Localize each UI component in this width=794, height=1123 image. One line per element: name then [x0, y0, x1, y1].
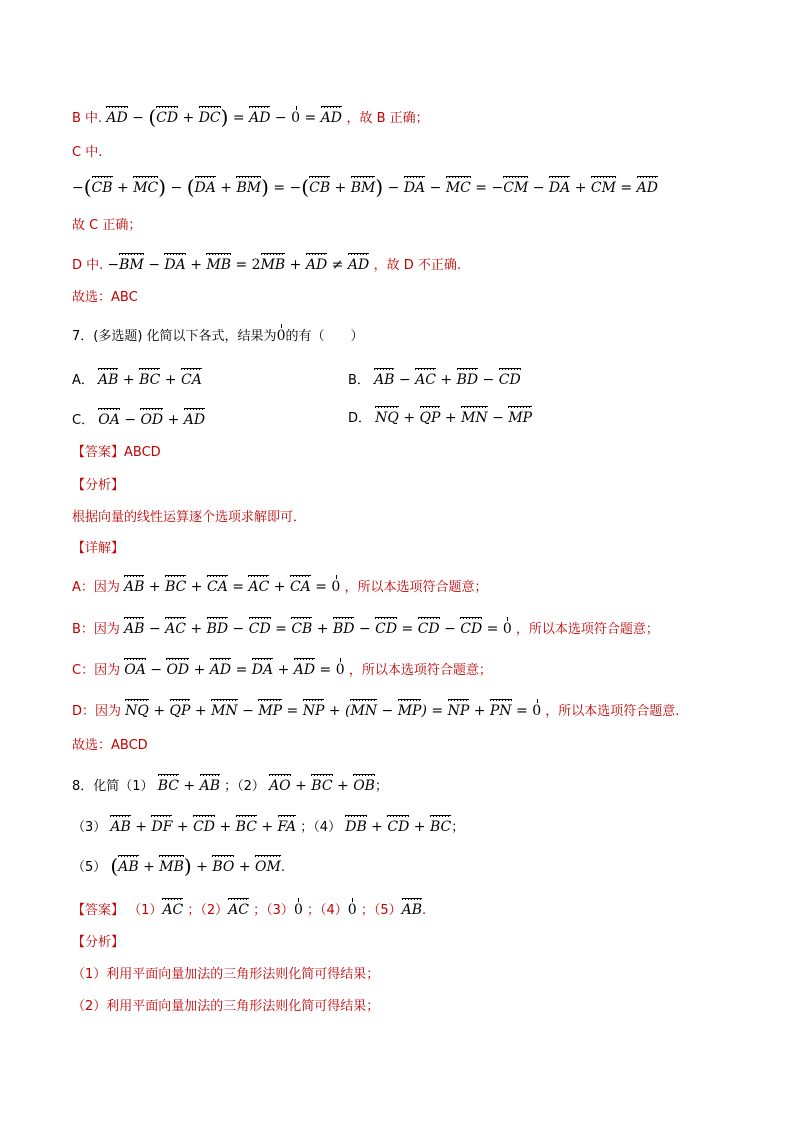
q7-analysis: 根据向量的线性运算逐个选项求解即可． — [72, 510, 307, 525]
q7-stem: 7．(多选题) 化简以下各式，结果为0的有（ ） — [72, 328, 364, 344]
b-line: B 中. AD − (CD + DC) = AD − 0 = AD ，故 B 正确； — [72, 105, 429, 129]
q7-row1: A． AB + BC + CA — [72, 368, 202, 390]
q7-detail-d: D：因为 NQ + QP + MN − MP = NP + (MN − MP) = NP + PN = 0 ，所以本选项符合题意. — [72, 699, 679, 721]
choose-abc: 故选：ABC — [72, 290, 138, 305]
q7-detail-c: C：因为 OA − OD + AD = DA + AD = 0 ，所以本选项符合题意； — [72, 658, 492, 680]
c-formula: −(CB + MC) − (DA + BM) = −(CB + BM) − DA − MC = −CM − DA + CM = AD — [72, 175, 658, 199]
q8-stem: 8．化简（1） BC + AB ；（2） AO + BC + OB； — [72, 774, 388, 796]
q7-option-c: C． OA − OD + AD — [72, 408, 205, 430]
q8-analysis-2: （2）利用平面向量加法的三角形法则化简可得结果； — [72, 999, 380, 1014]
q7-detail-b: B：因为 AB − AC + BD − CD = CB + BD − CD = CD − CD = 0 ，所以本选项符合题意； — [72, 617, 659, 639]
q7-detail-a: A：因为 AB + BC + CA = AC + CA = 0 ，所以本选项符合题意； — [72, 575, 487, 597]
q8-analysis-tag: 【分析】 — [72, 935, 125, 950]
q8-part5: （5） (AB + MB) + BO + OM. — [72, 854, 285, 878]
q7-detail-tag: 【详解】 — [72, 541, 125, 556]
q7-analysis-tag: 【分析】 — [72, 478, 125, 493]
b-formula: AD − (CD + DC) = AD − 0 = AD — [106, 105, 342, 129]
q7-answer: 【答案】ABCD — [72, 445, 161, 460]
q8-part3-4: （3） AB + DF + CD + BC + FA ；（4） DB + CD + BC； — [72, 815, 464, 837]
choose-abcd: 故选：ABCD — [72, 738, 148, 753]
d-formula: −BM − DA + MB = 2MB + AD ≠ AD — [107, 257, 373, 273]
q8-analysis-1: （1）利用平面向量加法的三角形法则化简可得结果； — [72, 967, 380, 982]
q7-option-b: B． AB − AC + BD − CD — [348, 368, 521, 390]
q7-option-d: D． NQ + QP + MN − MP — [348, 406, 532, 428]
d-line: D 中. −BM − DA + MB = 2MB + AD ≠ AD ，故 D 不正确. — [72, 253, 461, 275]
c-conclusion: 故 C 正确； — [72, 218, 142, 233]
q8-answer: 【答案】 （1）AC ；（2）AC ；（3）0 ；（4）0 ；（5）AB. — [72, 898, 426, 920]
c-label: C 中. — [72, 145, 103, 160]
